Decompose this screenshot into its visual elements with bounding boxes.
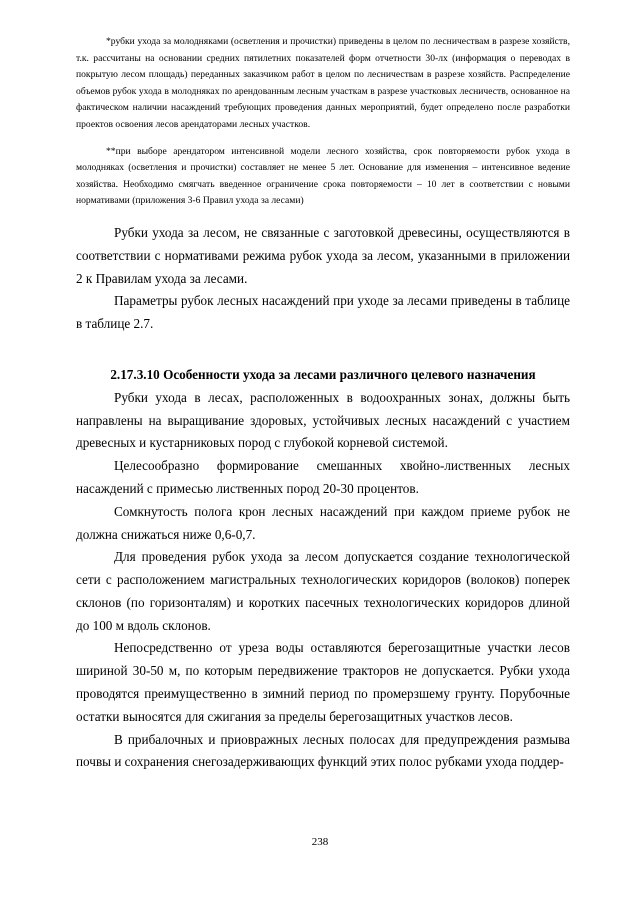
section-paragraph-2: Целесообразно формирование смешанных хвойно-лиственных лесных насаждений с примесью лиственных пород 20-30 процентов. — [76, 458, 570, 496]
intro-paragraph-2: Параметры рубок лесных насаждений при уходе за лесами приведены в таблице в таблице 2.7. — [76, 293, 570, 332]
intro-paragraph-1: Рубки ухода за лесом, не связанные с заготовкой древесины, осуществляются в соответствии с нормативами режима рубок ухода за лесом, указанными в приложении 2 к Правилам ухода за лесами. — [76, 224, 570, 286]
section-heading: 2.17.3.10 Особенности ухода за лесами различного целевого назначения — [110, 366, 536, 382]
section-paragraph-4: Для проведения рубок ухода за лесом допускается создание технологической сети с расположением магистральных технологических коридоров (волоков) поперек склонов (по горизонталям) и коротких пасечных технологических коридоров длиной до 100 м вдоль склонов. — [76, 549, 570, 633]
document-page — [76, 34, 570, 774]
section-paragraph-3: Сомкнутость полога крон лесных насаждений при каждом приеме рубок не должна снижаться ниже 0,6-0,7. — [76, 503, 570, 542]
page-number: 238 — [311, 836, 329, 848]
section-paragraph-6: В прибалочных и приовражных лесных полосах для предупреждения размыва почвы и сохранения снегозадерживающих функций этих полос рубками ухода поддер- — [76, 731, 570, 770]
section-paragraph-1: Рубки ухода в лесах, расположенных в водоохранных зонах, должны быть направлены на выращивание здоровых, устойчивых лесных насаждений с участием древесных и кустарниковых пород с глубокой корневой системой. — [76, 389, 570, 451]
section-paragraph-5: Непосредственно от уреза воды оставляются берегозащитные участки лесов шириной 30-50 м, по которым передвижение тракторов не допускается. Рубки ухода проводятся преимущественно в зимний период по промерзшему грунту. Порубочные остатки выносятся для сжигания за пределы берегозащитных участков лесов. — [76, 640, 570, 724]
footnote-2: **при выборе арендатором интенсивной модели лесного хозяйства, срок повторяемости рубок ухода в молодняках (осветления и прочистки) составляет не менее 5 лет. Основание для изменения – интенсивное ведение хозяйства. Необходимо смягчать введенное ограничение срока повторяемости – 10 лет в соответствии с новыми нормативами (приложения 3-6 Правил ухода за лесами) — [76, 145, 570, 207]
footnote-1: *рубки ухода за молодняками (осветления и прочистки) приведены в целом по лесничествам в разрезе хозяйств, т.к. рассчитаны на основании средних пятилетних показателей форм отчетности 30-лх (информация о переводах в покрытую лесом площадь) переданных заказчиком работ в целом по лесничествам в разрезе хозяйств. Распределение объемов рубок ухода в молодняках по арендованным лесным участкам в разрезе участковых лесничеств, основанное на фактическом наличии насаждений требующих проведения данных мероприятий, будет определено после разработки проектов освоения лесов арендаторами лесных участков. — [76, 36, 570, 130]
